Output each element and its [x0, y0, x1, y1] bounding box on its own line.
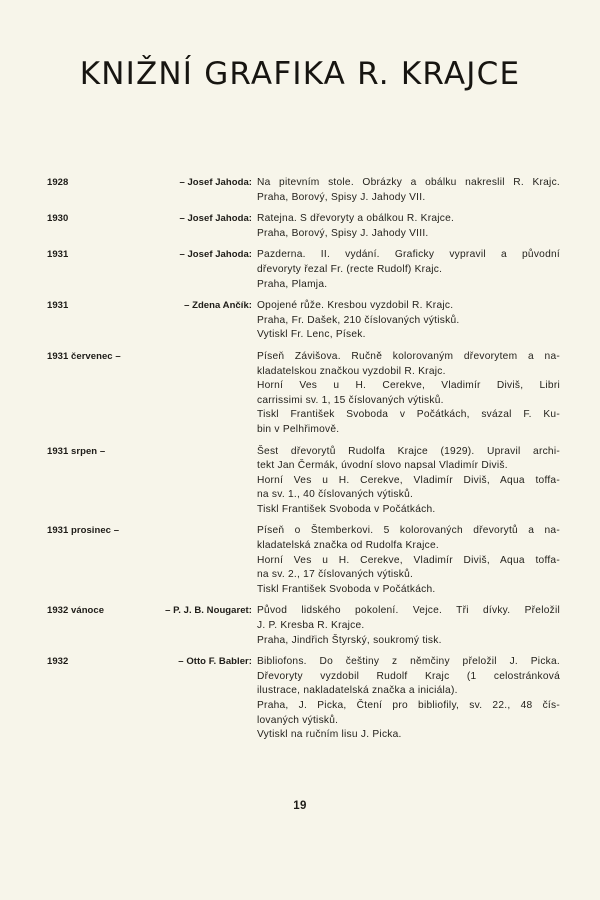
entry-description-line: Horní Ves u H. Cerekve, Vladimír Diviš, Libri [257, 380, 560, 392]
entry-description [257, 248, 560, 292]
entry-date: 1931 [47, 300, 69, 312]
entry-description-line: Pazderna. II. vydání. Graficky vypravil a původní [257, 249, 560, 261]
bibliography-entry [47, 248, 560, 292]
entry-description-line: tekt Jan Čermák, úvodní slovo napsal Vladimír Diviš. [257, 460, 508, 472]
entry-description-line: Píseň o Štemberkovi. 5 kolorovaných dřevorytů a na- [257, 525, 560, 537]
page-title-container [0, 56, 600, 92]
entry-description-line: Na pitevním stole. Obrázky a obálku nakreslil R. Krajc. [257, 177, 560, 188]
entry-description-line: Původ lidského pokolení. Vejce. Tři dívky. Přeložil [257, 605, 560, 617]
entry-description-line: Horní Ves u H. Cerekve, Vladimír Diviš, Aqua toffa- [257, 474, 560, 486]
entry-description [257, 212, 560, 241]
entry-date: 1928 [47, 177, 69, 188]
entry-description-line: Šest dřevorytů Rudolfa Krajce (1929). Upravil archi- [257, 445, 560, 457]
page-title: KNIŽNÍ GRAFIKA R. KRAJCE [79, 56, 521, 92]
entry-description-line: Vytiskl Fr. Lenc, Písek. [257, 329, 366, 341]
entry-description-line: Ratejna. S dřevoryty a obálkou R. Krajce. [257, 213, 455, 225]
entry-author: – Josef Jahoda: [179, 177, 252, 188]
entry-author: – Josef Jahoda: [179, 249, 252, 261]
entry-description [257, 604, 560, 648]
entry-description-line: Praha, Plamja. [257, 278, 328, 290]
entry-description-line: Bibliofons. Do češtiny z němčiny přeložil J. Picka. [257, 656, 560, 668]
bibliography-entry [47, 604, 560, 648]
entry-description-line: bin v Pelhřimově. [257, 423, 340, 435]
entry-description [257, 299, 560, 343]
entry-description-line: Praha, J. Picka, Čtení pro bibliofily, sv. 22., 48 čís- [257, 700, 560, 711]
entry-author: – Zdena Ančík: [184, 300, 252, 312]
bibliography-entry-list [47, 176, 560, 743]
entry-date: 1931 červenec – [47, 350, 121, 362]
entry-description-line: kladatelskou značkou vyzdobil R. Krajc. [257, 365, 446, 377]
entry-description-line: Praha, Fr. Dašek, 210 číslovaných výtisků. [257, 314, 460, 326]
entry-description-line: Praha, Borový, Spisy J. Jahody VIII. [257, 227, 429, 239]
entry-description [257, 445, 560, 518]
entry-date: 1932 vánoce [47, 605, 105, 617]
bibliography-entry [47, 350, 560, 438]
entry-description-line: lovaných výtisků. [257, 714, 339, 726]
entry-description-line: na sv. 2., 17 číslovaných výtisků. [257, 569, 414, 581]
bibliography-entry [47, 655, 560, 743]
entry-description-line: Praha, Jindřich Štyrský, soukromý tisk. [257, 634, 442, 646]
entry-description-line: carrissimi sv. 1, 15 číslovaných výtisků. [257, 394, 444, 406]
entry-author: – Otto F. Babler: [178, 656, 252, 668]
entry-description-line: Praha, Borový, Spisy J. Jahody VII. [257, 191, 426, 203]
entry-description [257, 350, 560, 438]
entry-description [257, 655, 560, 743]
entry-author: – P. J. B. Nougaret: [165, 605, 252, 617]
entry-description [257, 176, 560, 205]
entry-description-line: Vytiskl na ručním lisu J. Picka. [257, 729, 402, 741]
entry-date: 1932 [47, 656, 69, 668]
entry-date: 1931 prosinec – [47, 525, 120, 537]
entry-description-line: Tiskl František Svoboda v Počátkách. [257, 583, 436, 595]
bibliography-entry [47, 176, 560, 205]
bibliography-entry [47, 445, 560, 518]
bibliography-entry [47, 299, 560, 343]
page-number: 19 [293, 800, 307, 812]
entry-description-line: J. P. Kresba R. Krajce. [257, 620, 365, 632]
entry-description-line: Dřevoryty vyzdobil Rudolf Krajc (1 celostránková [257, 670, 560, 682]
entry-description-line: Horní Ves u H. Cerekve, Vladimír Diviš, Aqua toffa- [257, 554, 560, 566]
entry-description-line: dřevoryty řezal Fr. (recte Rudolf) Krajc. [257, 263, 443, 275]
entry-description-line: kladatelská značka od Rudolfa Krajce. [257, 540, 439, 552]
entry-description-line: Tiskl František Svoboda v Počátkách. [257, 503, 436, 515]
entry-description-line: Opojené růže. Kresbou vyzdobil R. Krajc. [257, 300, 454, 312]
entry-description-line: na sv. 1., 40 číslovaných výtisků. [257, 489, 414, 501]
entry-author: – Josef Jahoda: [179, 213, 252, 225]
entry-description [257, 524, 560, 597]
entry-date: 1931 [47, 249, 69, 261]
entry-date: 1930 [47, 213, 69, 225]
entry-description-line: Píseň Závišova. Ručně kolorovaným dřevorytem a na- [257, 350, 560, 362]
entry-date: 1931 srpen – [47, 445, 106, 457]
bibliography-entry [47, 524, 560, 597]
entry-description-line: ilustrace, nakladatelská značka a iniciála). [257, 685, 458, 697]
entry-description-line: Tiskl František Svoboda v Počátkách, svázal F. Ku- [257, 409, 560, 421]
bibliography-entry [47, 212, 560, 241]
